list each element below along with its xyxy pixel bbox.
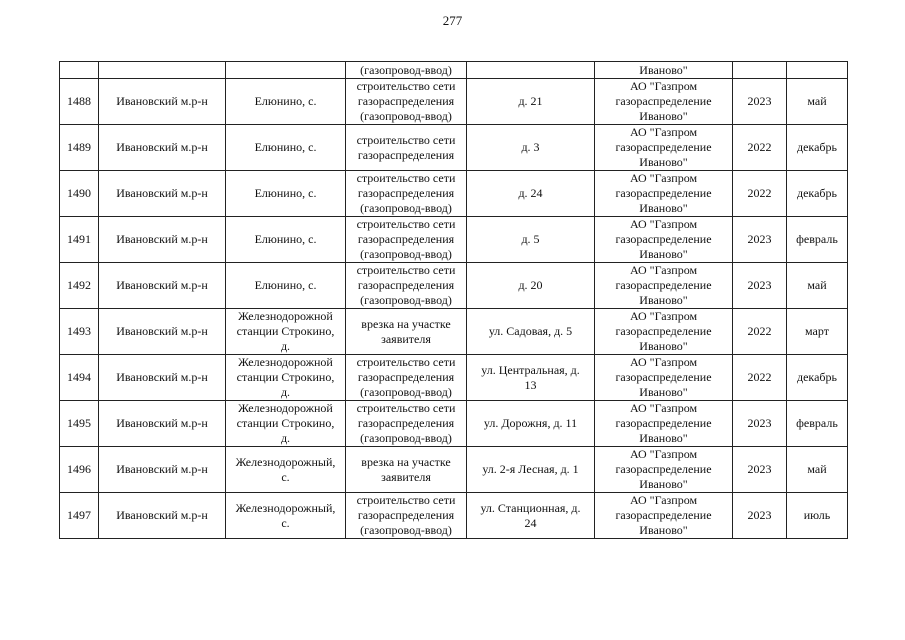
cell-address: ул. Центральная, д. 13 xyxy=(467,355,595,401)
cell-organization: АО "Газпром газораспределение Иваново" xyxy=(595,125,733,171)
cell-number: 1497 xyxy=(60,493,99,539)
cell-month: май xyxy=(787,263,848,309)
cell-number: 1488 xyxy=(60,79,99,125)
cell-organization: АО "Газпром газораспределение Иваново" xyxy=(595,309,733,355)
table-row xyxy=(60,447,848,493)
cell-year: 2022 xyxy=(733,125,787,171)
cell-address: ул. 2-я Лесная, д. 1 xyxy=(467,447,595,493)
cell-settlement: Елюнино, с. xyxy=(226,217,346,263)
cell-year: 2023 xyxy=(733,79,787,125)
cell-year: 2022 xyxy=(733,309,787,355)
cell-work-type: строительство сети газораспределения (газопровод-ввод) xyxy=(346,355,467,401)
cell-year: 2023 xyxy=(733,263,787,309)
cell-number: 1491 xyxy=(60,217,99,263)
cell-work-type: врезка на участке заявителя xyxy=(346,447,467,493)
table-row xyxy=(60,401,848,447)
cell-district: Ивановский м.р-н xyxy=(99,217,226,263)
cell-district: Ивановский м.р-н xyxy=(99,447,226,493)
cell-work-type: строительство сети газораспределения (газопровод-ввод) xyxy=(346,263,467,309)
cell-settlement xyxy=(226,62,346,79)
cell-district: Ивановский м.р-н xyxy=(99,493,226,539)
cell-month: февраль xyxy=(787,401,848,447)
cell-month xyxy=(787,62,848,79)
cell-year: 2023 xyxy=(733,493,787,539)
cell-district: Ивановский м.р-н xyxy=(99,263,226,309)
cell-work-type: строительство сети газораспределения (газопровод-ввод) xyxy=(346,493,467,539)
table-row xyxy=(60,217,848,263)
cell-number: 1495 xyxy=(60,401,99,447)
cell-work-type: строительство сети газораспределения (газопровод-ввод) xyxy=(346,171,467,217)
cell-settlement: Железнодорожный, с. xyxy=(226,447,346,493)
cell-month: декабрь xyxy=(787,125,848,171)
cell-number: 1492 xyxy=(60,263,99,309)
cell-work-type: врезка на участке заявителя xyxy=(346,309,467,355)
cell-settlement: Елюнино, с. xyxy=(226,125,346,171)
cell-address: ул. Дорожня, д. 11 xyxy=(467,401,595,447)
cell-organization: АО "Газпром газораспределение Иваново" xyxy=(595,263,733,309)
cell-address: д. 21 xyxy=(467,79,595,125)
cell-district: Ивановский м.р-н xyxy=(99,309,226,355)
cell-year: 2023 xyxy=(733,217,787,263)
cell-organization: АО "Газпром газораспределение Иваново" xyxy=(595,355,733,401)
cell-organization: АО "Газпром газораспределение Иваново" xyxy=(595,401,733,447)
cell-number: 1489 xyxy=(60,125,99,171)
cell-district: Ивановский м.р-н xyxy=(99,171,226,217)
cell-work-type: строительство сети газораспределения xyxy=(346,125,467,171)
cell-work-type: строительство сети газораспределения (газопровод-ввод) xyxy=(346,401,467,447)
cell-month: май xyxy=(787,79,848,125)
cell-number: 1490 xyxy=(60,171,99,217)
cell-year: 2023 xyxy=(733,447,787,493)
cell-number: 1496 xyxy=(60,447,99,493)
cell-month: февраль xyxy=(787,217,848,263)
cell-settlement: Железнодорожный, с. xyxy=(226,493,346,539)
cell-settlement: Железнодорожной станции Строкино, д. xyxy=(226,355,346,401)
cell-number: 1494 xyxy=(60,355,99,401)
cell-settlement: Елюнино, с. xyxy=(226,263,346,309)
cell-organization: АО "Газпром газораспределение Иваново" xyxy=(595,493,733,539)
cell-month: декабрь xyxy=(787,355,848,401)
cell-month: март xyxy=(787,309,848,355)
cell-work-type: строительство сети газораспределения (газопровод-ввод) xyxy=(346,79,467,125)
cell-number xyxy=(60,62,99,79)
cell-address xyxy=(467,62,595,79)
cell-district xyxy=(99,62,226,79)
cell-district: Ивановский м.р-н xyxy=(99,401,226,447)
cell-district: Ивановский м.р-н xyxy=(99,79,226,125)
page-number: 277 xyxy=(442,13,463,28)
cell-address: д. 5 xyxy=(467,217,595,263)
cell-organization: АО "Газпром газораспределение Иваново" xyxy=(595,171,733,217)
cell-year: 2022 xyxy=(733,355,787,401)
cell-organization: АО "Газпром газораспределение Иваново" xyxy=(595,79,733,125)
cell-district: Ивановский м.р-н xyxy=(99,355,226,401)
cell-number: 1493 xyxy=(60,309,99,355)
cell-work-type: (газопровод-ввод) xyxy=(346,62,467,79)
cell-work-type: строительство сети газораспределения (газопровод-ввод) xyxy=(346,217,467,263)
table-row xyxy=(60,309,848,355)
cell-year: 2023 xyxy=(733,401,787,447)
cell-address: ул. Станционная, д. 24 xyxy=(467,493,595,539)
table-row xyxy=(60,263,848,309)
cell-year xyxy=(733,62,787,79)
cell-settlement: Елюнино, с. xyxy=(226,79,346,125)
cell-district: Ивановский м.р-н xyxy=(99,125,226,171)
continuation-row xyxy=(60,62,848,79)
table-row xyxy=(60,171,848,217)
table-row xyxy=(60,355,848,401)
table-row xyxy=(60,493,848,539)
cell-address: д. 3 xyxy=(467,125,595,171)
registry-table xyxy=(59,61,848,539)
cell-organization: Иваново" xyxy=(595,62,733,79)
cell-settlement: Железнодорожной станции Строкино, д. xyxy=(226,309,346,355)
cell-settlement: Елюнино, с. xyxy=(226,171,346,217)
cell-year: 2022 xyxy=(733,171,787,217)
table-row xyxy=(60,125,848,171)
cell-month: июль xyxy=(787,493,848,539)
cell-month: май xyxy=(787,447,848,493)
cell-address: ул. Садовая, д. 5 xyxy=(467,309,595,355)
cell-organization: АО "Газпром газораспределение Иваново" xyxy=(595,217,733,263)
cell-month: декабрь xyxy=(787,171,848,217)
cell-address: д. 20 xyxy=(467,263,595,309)
cell-address: д. 24 xyxy=(467,171,595,217)
table-row xyxy=(60,79,848,125)
cell-settlement: Железнодорожной станции Строкино, д. xyxy=(226,401,346,447)
cell-organization: АО "Газпром газораспределение Иваново" xyxy=(595,447,733,493)
